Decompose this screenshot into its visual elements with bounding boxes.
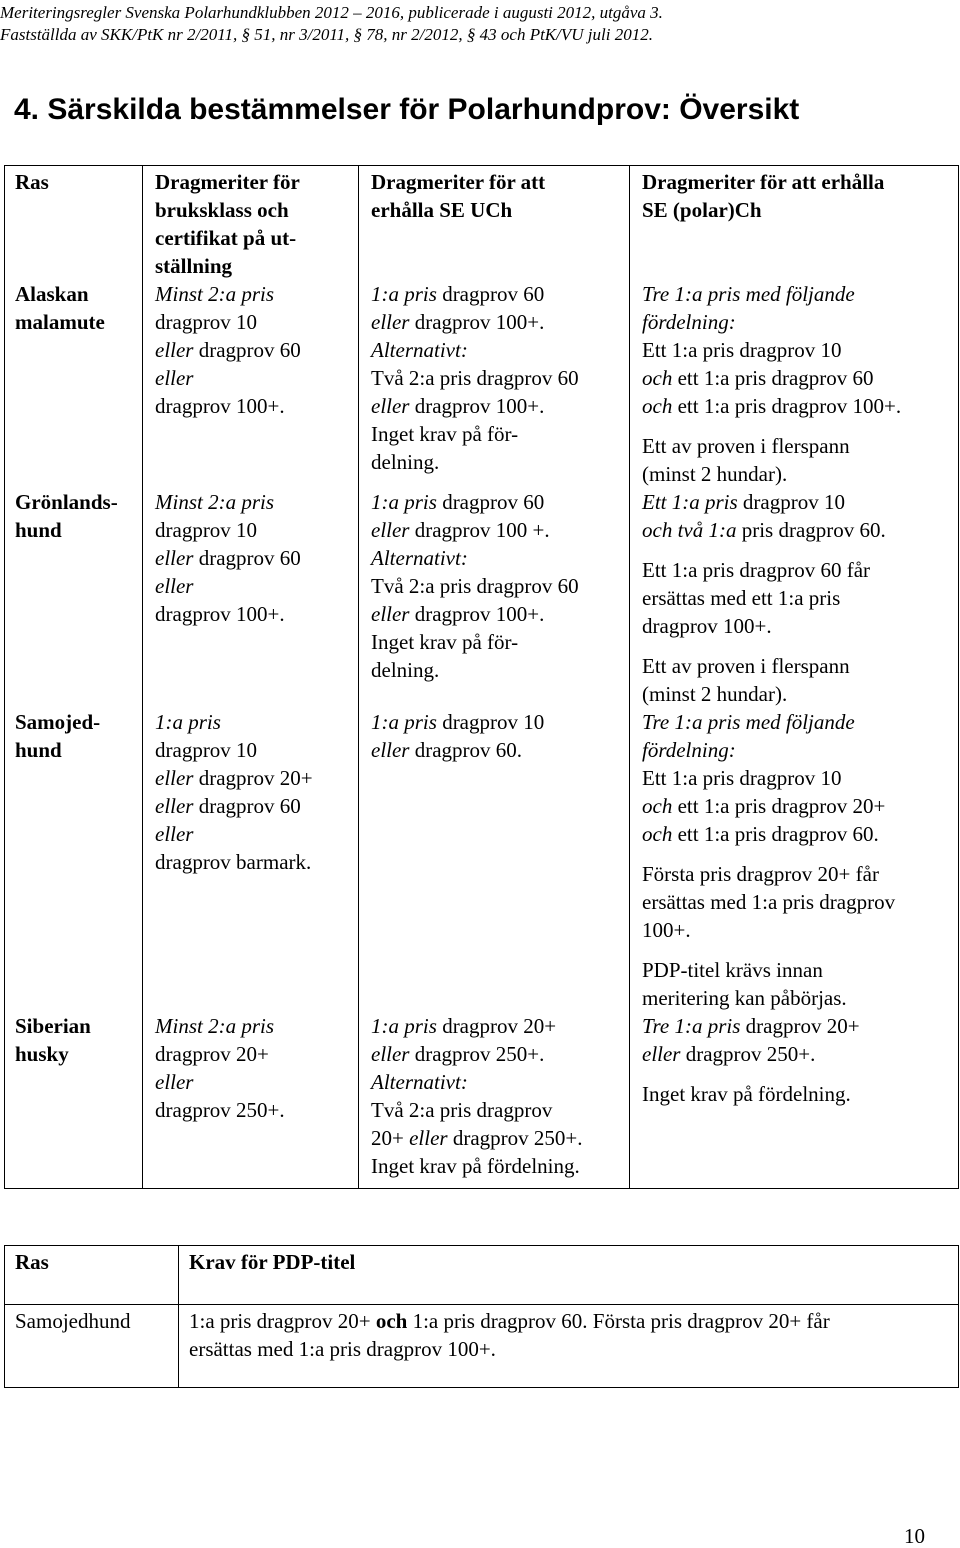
uch-siberian-line-2: Alternativt:: [371, 1070, 468, 1094]
uch-samojed-line-1: eller dragprov 60.: [371, 738, 523, 762]
uch-alaskan-line-0: 1:a pris dragprov 60: [371, 282, 545, 306]
breed-gronlandshund-line-0: Grönlands-: [15, 490, 118, 514]
class-siberian-line-1: dragprov 20+: [155, 1042, 269, 1066]
class-alaskan-line-1: dragprov 10: [155, 310, 258, 334]
polarch-gronlands-line-6: (minst 2 hundar).: [642, 682, 788, 706]
polarch-gronlands-line-0: Ett 1:a pris dragprov 10: [642, 490, 845, 514]
polarch-samojed-line-2: Ett 1:a pris dragprov 10: [642, 766, 842, 790]
header-se-uch-line-0: Dragmeriter för att: [371, 170, 546, 194]
polarch-samojed-line-1: fördelning:: [642, 738, 736, 762]
pdp-title-table: [4, 1245, 959, 1388]
uch-gronlands-line-2: Alternativt:: [371, 546, 468, 570]
class-alaskan-line-0: Minst 2:a pris: [155, 282, 275, 306]
section-title: 4. Särskilda bestämmelser för Polarhundprov: Översikt: [14, 93, 800, 126]
uch-gronlands-line-4: eller dragprov 100+.: [371, 602, 545, 626]
class-samojed-line-3: eller dragprov 60: [155, 794, 301, 818]
uch-alaskan-line-3: Två 2:a pris dragprov 60: [371, 366, 579, 390]
polarch-alaskan-line-0: Tre 1:a pris med följande: [642, 282, 855, 306]
pdp-breed-samojedhund: Samojedhund: [15, 1309, 131, 1333]
class-siberian-line-2: eller: [155, 1070, 194, 1094]
polarch-siberian-line-2: Inget krav på fördelning.: [642, 1082, 851, 1106]
polarch-gronlands-line-3: ersättas med ett 1:a pris: [642, 586, 841, 610]
uch-siberian-line-1: eller dragprov 250+.: [371, 1042, 545, 1066]
breed-alaskan-malamute-line-0: Alaskan: [15, 282, 89, 306]
header-class-cert-line-1: bruksklass och: [155, 198, 289, 222]
header-se-polarch-line-0: Dragmeriter för att erhålla: [642, 170, 885, 194]
class-alaskan-line-3: eller: [155, 366, 194, 390]
class-samojed-line-2: eller dragprov 20+: [155, 766, 313, 790]
polarch-samojed-line-7: 100+.: [642, 918, 691, 942]
class-samojed-line-0: 1:a pris: [155, 710, 221, 734]
polarch-siberian-line-1: eller dragprov 250+.: [642, 1042, 816, 1066]
se-polarch-column: [630, 166, 959, 1189]
class-alaskan-line-4: dragprov 100+.: [155, 394, 285, 418]
class-alaskan-line-2: eller dragprov 60: [155, 338, 301, 362]
uch-siberian-line-3: Två 2:a pris dragprov: [371, 1098, 553, 1122]
breed-siberian-husky-line-1: husky: [15, 1042, 69, 1066]
uch-alaskan-line-1: eller dragprov 100+.: [371, 310, 545, 334]
class-certificate-column: [143, 166, 359, 1189]
document-header-line-1: Meriteringsregler Svenska Polarhundklubben 2012 – 2016, publicerade i augusti 2012, utgåva 3.: [0, 3, 663, 22]
pdp-header-breed: Ras: [15, 1250, 49, 1274]
polarch-alaskan-line-1: fördelning:: [642, 310, 736, 334]
se-uch-column: [359, 166, 630, 1189]
uch-alaskan-line-4: eller dragprov 100+.: [371, 394, 545, 418]
uch-samojed-line-0: 1:a pris dragprov 10: [371, 710, 545, 734]
uch-siberian-line-5: Inget krav på fördelning.: [371, 1154, 580, 1178]
polarch-siberian-line-0: Tre 1:a pris dragprov 20+: [642, 1014, 860, 1038]
class-gronlands-line-1: dragprov 10: [155, 518, 258, 542]
class-gronlands-line-0: Minst 2:a pris: [155, 490, 275, 514]
class-siberian-line-3: dragprov 250+.: [155, 1098, 285, 1122]
uch-gronlands-line-6: delning.: [371, 658, 440, 682]
class-samojed-line-5: dragprov barmark.: [155, 850, 312, 874]
class-gronlands-line-2: eller dragprov 60: [155, 546, 301, 570]
polarch-alaskan-line-5: Ett av proven i flerspann: [642, 434, 850, 458]
polarch-alaskan-line-2: Ett 1:a pris dragprov 10: [642, 338, 842, 362]
uch-alaskan-line-6: delning.: [371, 450, 440, 474]
class-gronlands-line-4: dragprov 100+.: [155, 602, 285, 626]
uch-gronlands-line-3: Två 2:a pris dragprov 60: [371, 574, 579, 598]
polarch-gronlands-line-2: Ett 1:a pris dragprov 60 får: [642, 558, 871, 582]
polarch-samojed-line-0: Tre 1:a pris med följande: [642, 710, 855, 734]
header-se-polarch-line-1: SE (polar)Ch: [642, 198, 762, 222]
breed-column: [5, 166, 143, 1189]
uch-gronlands-line-0: 1:a pris dragprov 60: [371, 490, 545, 514]
uch-siberian-line-4: 20+ eller dragprov 250+.: [371, 1126, 583, 1150]
class-samojed-line-1: dragprov 10: [155, 738, 258, 762]
pdp-header-requirement: Krav för PDP-titel: [189, 1250, 356, 1274]
class-gronlands-line-3: eller: [155, 574, 194, 598]
pdp-requirement-text: 1:a pris dragprov 20+ och 1:a pris dragprov 60. Första pris dragprov 20+ får: [189, 1309, 830, 1333]
uch-alaskan-line-2: Alternativt:: [371, 338, 468, 362]
breed-siberian-husky-line-0: Siberian: [15, 1014, 91, 1038]
polarch-samojed-line-4: och ett 1:a pris dragprov 60.: [642, 822, 879, 846]
document-header-line-2: Fastställda av SKK/PtK nr 2/2011, § 51, nr 3/2011, § 78, nr 2/2012, § 43 och PtK/VU juli 2012.: [0, 25, 653, 44]
header-class-cert-line-3: ställning: [155, 254, 233, 278]
uch-gronlands-line-5: Inget krav på för-: [371, 630, 519, 654]
class-siberian-line-0: Minst 2:a pris: [155, 1014, 275, 1038]
polarch-alaskan-line-6: (minst 2 hundar).: [642, 462, 788, 486]
breed-samojedhund-line-1: hund: [15, 738, 62, 762]
class-samojed-line-4: eller: [155, 822, 194, 846]
polarch-samojed-line-5: Första pris dragprov 20+ får: [642, 862, 879, 886]
page-number: 10: [904, 1524, 925, 1548]
polarch-samojed-line-6: ersättas med 1:a pris dragprov: [642, 890, 896, 914]
uch-gronlands-line-1: eller dragprov 100 +.: [371, 518, 550, 542]
header-class-cert-line-2: certifikat på ut-: [155, 226, 297, 250]
polarch-gronlands-line-5: Ett av proven i flerspann: [642, 654, 850, 678]
header-se-uch-line-1: erhålla SE UCh: [371, 198, 513, 222]
pdp-requirement-text-2: ersättas med 1:a pris dragprov 100+.: [189, 1337, 496, 1361]
polarch-gronlands-line-4: dragprov 100+.: [642, 614, 772, 638]
polarch-samojed-line-8: PDP-titel krävs innan: [642, 958, 823, 982]
breed-alaskan-malamute-line-1: malamute: [15, 310, 105, 334]
header-class-cert-line-0: Dragmeriter för: [155, 170, 300, 194]
breed-samojedhund-line-0: Samojed-: [15, 710, 101, 734]
polarch-alaskan-line-4: och ett 1:a pris dragprov 100+.: [642, 394, 902, 418]
header-ras-line-0: Ras: [15, 170, 49, 194]
breed-gronlandshund-line-1: hund: [15, 518, 62, 542]
uch-siberian-line-0: 1:a pris dragprov 20+: [371, 1014, 557, 1038]
overview-table: [4, 165, 959, 1189]
polarch-alaskan-line-3: och ett 1:a pris dragprov 60: [642, 366, 874, 390]
polarch-gronlands-line-1: och två 1:a pris dragprov 60.: [642, 518, 886, 542]
uch-alaskan-line-5: Inget krav på för-: [371, 422, 519, 446]
polarch-samojed-line-3: och ett 1:a pris dragprov 20+: [642, 794, 886, 818]
polarch-samojed-line-9: meritering kan påbörjas.: [642, 986, 847, 1010]
